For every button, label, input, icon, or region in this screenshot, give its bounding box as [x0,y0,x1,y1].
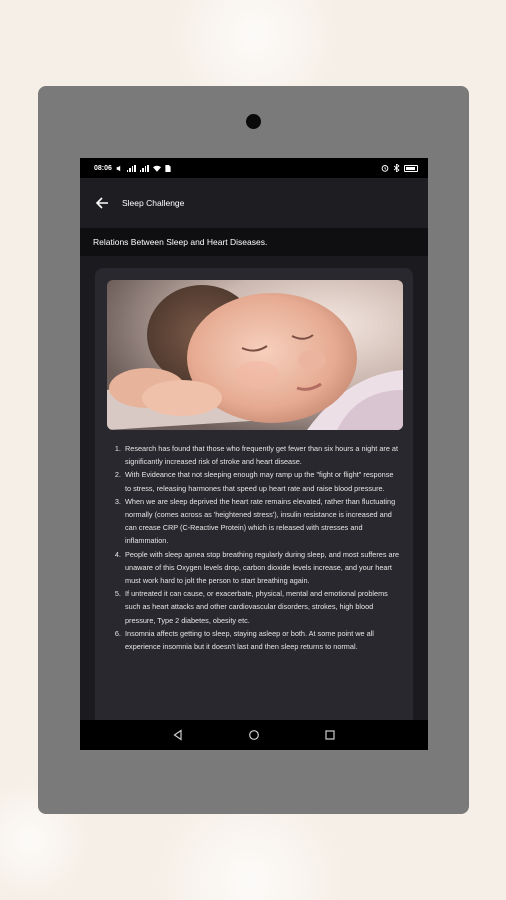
recents-square-icon[interactable] [324,729,336,741]
bluetooth-icon [393,164,400,172]
signal-icon [127,165,136,172]
home-circle-icon[interactable] [248,729,260,741]
sim-icon [165,165,171,172]
back-triangle-icon[interactable] [172,729,184,741]
signal-icon [140,165,149,172]
article-content [80,256,428,750]
battery-icon [404,165,418,172]
list-item: 4. People with sleep apnea stop breathing regularly during sleep, and most sufferes are unaware of this Oxygen levels drop, carbon dioxide levels increase, and your heart must work hard to jolt the person to start breathing again. [123,548,401,588]
app-bar [80,178,428,228]
article-list [107,442,401,653]
status-bar [80,158,428,178]
sleeping-baby-photo [107,280,403,430]
list-item: 6. Insomnia affects getting to sleep, staying asleep or both. At some point we all experience insomnia but it doesn't last and then sleep returns to normal. [123,627,401,653]
list-item: 2. With Evideance that not sleeping enough may ramp up the "fight or flight" response to stress, releasing harmones that speed up heart rate and raise blood pressure. [123,468,401,494]
section-heading: Relations Between Sleep and Heart Diseases. [80,228,428,256]
background-flower [140,800,360,900]
list-item: 3. When we are sleep deprived the heart rate remains elevated, rather than fluctuating normally (comes across as 'heightened stress'), insulin resistance is increased and can crease CRP (C-Reactive Protein) which is released with stresses and inflammation. [123,495,401,548]
status-left [94,165,171,172]
system-nav-bar [80,720,428,750]
page-title: Sleep Challenge [122,198,185,208]
list-item: 1. Research has found that those who frequently get fewer than six hours a night are at significantly increased risk of stroke and heart disease. [123,442,401,468]
app-screen [80,158,428,750]
article-card [95,268,413,750]
mute-icon [116,165,123,172]
tablet-frame [38,86,469,814]
alarm-icon [381,164,389,172]
status-right [381,164,418,172]
arrow-left-icon[interactable] [94,195,110,211]
camera-lens [246,114,261,129]
wifi-icon [153,165,161,172]
list-item: 5. If untreated it can cause, or exacerbate, physical, mental and emotional problems such as heart attacks and other cardiovascular disorders, strokes, high blood pressure, Type 2 diabetes, obesity etc. [123,587,401,627]
status-time: 08:06 [94,164,112,172]
